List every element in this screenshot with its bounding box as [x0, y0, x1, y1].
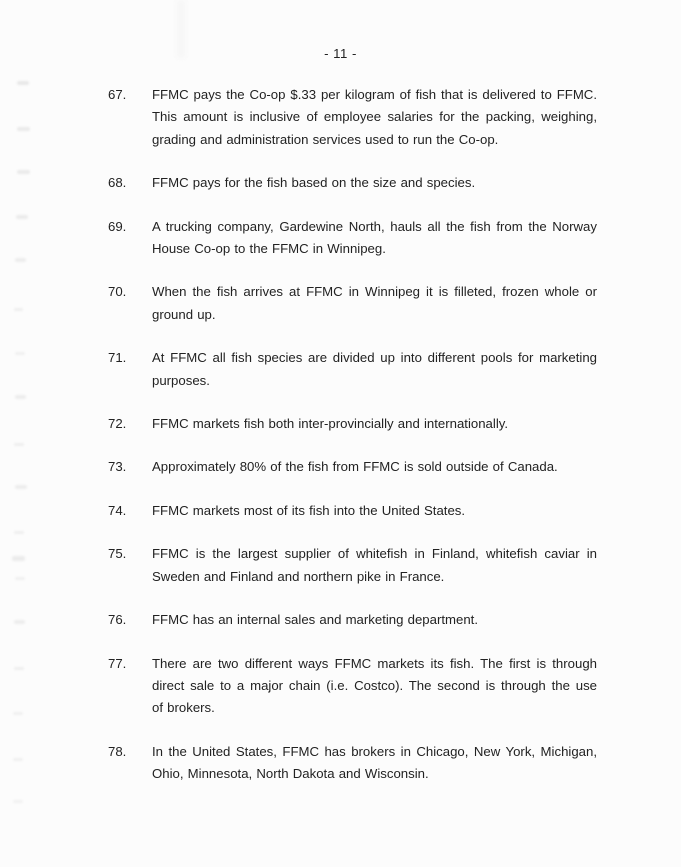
scan-artifact [15, 485, 27, 489]
scan-artifact [14, 443, 24, 446]
paragraph-line: FFMC pays the Co-op $.33 per kilogram of fish that is delivered to FFMC. [152, 87, 597, 102]
paragraph-number: 77. [108, 655, 127, 671]
paragraph [108, 653, 598, 720]
paragraph [108, 500, 598, 522]
paragraph-lines [152, 413, 597, 435]
scan-artifact [17, 81, 29, 85]
paragraph-number: 69. [108, 218, 127, 234]
scan-artifact [14, 620, 25, 624]
paragraph-lines [152, 741, 597, 786]
paragraph-line: FFMC markets most of its fish into the United States. [152, 502, 466, 518]
paragraph-line: FFMC has an internal sales and marketing department. [152, 612, 479, 628]
paragraph-line: This amount is inclusive of employee salaries for the packing, weighing, [152, 109, 597, 125]
paragraph [108, 413, 598, 435]
paragraph-lines [152, 456, 597, 478]
scan-artifact [13, 800, 23, 803]
paragraph [108, 741, 598, 786]
paragraph [108, 456, 598, 478]
paragraph [108, 281, 598, 326]
paragraph-number: 76. [108, 612, 127, 628]
paragraph-lines [152, 347, 597, 392]
paragraph-lines [152, 281, 597, 326]
paragraph-line: of brokers. [152, 700, 215, 716]
paragraph-lines [152, 653, 597, 720]
paragraph-line: Approximately 80% of the fish from FFMC is sold outside of Canada. [152, 459, 558, 475]
paragraph [108, 84, 598, 151]
paragraph-line: House Co-op to the FFMC in Winnipeg. [152, 241, 386, 257]
paragraph [108, 172, 598, 194]
paragraph-lines [152, 543, 597, 588]
paragraph-line: A trucking company, Gardewine North, hauls all the fish from the Norway [152, 218, 597, 234]
paragraph-line: In the United States, FFMC has brokers in Chicago, New York, Michigan, [152, 743, 597, 759]
paragraph-number: 67. [108, 87, 127, 102]
paragraph-number: 74. [108, 502, 127, 518]
paragraph-lines [152, 216, 597, 261]
paragraph-line: ground up. [152, 306, 216, 322]
scan-artifact [15, 577, 25, 580]
paragraph-number: 75. [108, 546, 127, 562]
paragraph-line: grading and administration services used to run the Co-op. [152, 131, 499, 147]
paragraph-number: 70. [108, 284, 127, 300]
paragraph-line: There are two different ways FFMC markets its fish. The first is through [152, 655, 597, 671]
paragraph-number: 71. [108, 350, 127, 366]
scan-artifact [13, 712, 23, 715]
scan-artifact [15, 395, 26, 399]
paragraph-line: Sweden and Finland and northern pike in France. [152, 568, 445, 584]
paragraph [108, 543, 598, 588]
paragraph [108, 347, 598, 392]
paragraph-list [108, 84, 598, 807]
scan-artifact [14, 531, 24, 534]
scan-artifact [14, 667, 24, 670]
paragraph-line: When the fish arrives at FFMC in Winnipeg it is filleted, frozen whole or [152, 284, 597, 300]
paragraph-line: FFMC pays for the fish based on the size and species. [152, 175, 476, 191]
paragraph-line: direct sale to a major chain (i.e. Costco). The second is through the use [152, 677, 597, 693]
paragraph [108, 609, 598, 631]
paragraph-number: 73. [108, 459, 127, 475]
paragraph-number: 72. [108, 416, 127, 432]
paragraph-line: FFMC markets fish both inter-provincially and internationally. [152, 416, 509, 432]
scan-artifact [14, 308, 23, 311]
scan-artifact [17, 170, 30, 174]
paragraph-number: 78. [108, 743, 127, 759]
paragraph-line: purposes. [152, 372, 210, 388]
scan-artifact [12, 556, 25, 561]
paragraph-lines [152, 172, 597, 194]
page-number: - 11 - [324, 46, 357, 61]
paragraph-lines [152, 500, 597, 522]
paragraph-line: FFMC is the largest supplier of whitefish in Finland, whitefish caviar in [152, 546, 597, 562]
paragraph-lines [152, 609, 597, 631]
paragraph-lines [152, 84, 597, 151]
paragraph [108, 216, 598, 261]
scan-artifact [16, 215, 28, 219]
scan-artifact [13, 758, 23, 761]
scan-artifact [15, 352, 25, 355]
paragraph-line: Ohio, Minnesota, North Dakota and Wisconsin. [152, 766, 429, 782]
scan-artifact [17, 127, 30, 131]
paragraph-line: At FFMC all fish species are divided up into different pools for marketing [152, 350, 597, 366]
paragraph-number: 68. [108, 175, 127, 191]
scan-artifact [15, 258, 26, 262]
